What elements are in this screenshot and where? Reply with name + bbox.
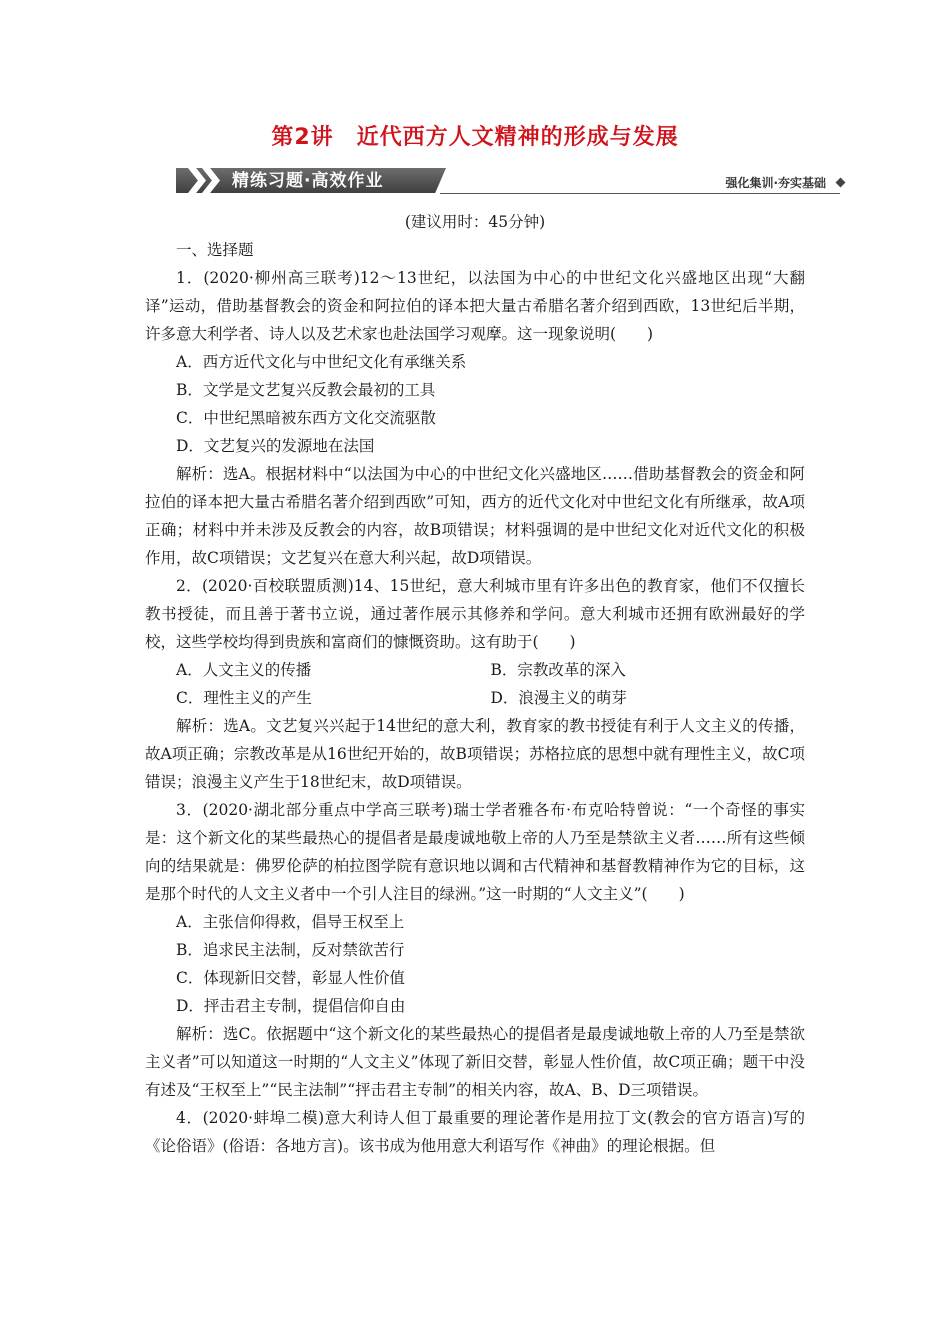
question-3-stem: 3．(2020·湖北部分重点中学高三联考)瑞士学者雅各布·布克哈特曾说：“一个奇怪的事实是：这个新文化的某些最热心的提倡者是最虔诚地敬上帝的人乃至是禁欲主义者……所有这些倾向的结果就是：佛罗伦萨的柏拉图学院有意识地以调和古代精神和基督教精神作为它的目标，这是那个时代的人文主义者中一个引人注目的绿洲。”这一时期的“人文主义”( ) <box>145 801 805 903</box>
question-2-option-c: C．理性主义的产生 <box>176 689 312 707</box>
question-4-stem: 4．(2020·蚌埠二模)意大利诗人但丁最重要的理论著作是用拉丁文(教会的官方语言)写的《论俗语》(俗语：各地方言)。该书成为他用意大利语写作《神曲》的理论根据。但 <box>145 1109 805 1155</box>
question-2-analysis: 解析：选A。文艺复兴兴起于14世纪的意大利，教育家的教书授徒有利于人文主义的传播，故A项正确；宗教改革是从16世纪开始的，故B项错误；苏格拉底的思想中就有理性主义，故C项错误；浪漫主义产生于18世纪末，故D项错误。 <box>145 717 805 791</box>
question-3-option-d: D．抨击君主专制，提倡信仰自由 <box>176 997 406 1015</box>
page-title: 第2讲 近代西方人文精神的形成与发展 <box>271 125 679 150</box>
question-2-option-a: A．人文主义的传播 <box>176 661 312 679</box>
question-1-option-c: C．中世纪黑暗被东西方文化交流驱散 <box>176 409 436 427</box>
question-2-options-row-1 <box>145 656 805 684</box>
question-3-option-a: A．主张信仰得救，倡导王权至上 <box>176 913 405 931</box>
question-1-option-a: A．西方近代文化与中世纪文化有承继关系 <box>176 353 467 371</box>
question-1-analysis: 解析：选A。根据材料中“以法国为中心的中世纪文化兴盛地区……借助基督教会的资金和阿拉伯的译本把大量古希腊名著介绍到西欧”可知，西方的近代文化对中世纪文化有所继承，故A项正确；材料中并未涉及反教会的内容，故B项错误；材料强调的是中世纪文化对近代文化的积极作用，故C项错误；文艺复兴在意大利兴起，故D项错误。 <box>145 465 805 567</box>
time-note: (建议用时：45分钟) <box>404 213 546 231</box>
question-1-option-d: D．文艺复兴的发源地在法国 <box>176 437 375 455</box>
diamond-icon <box>836 178 846 188</box>
document-body <box>145 208 805 1160</box>
question-2-option-d: D．浪漫主义的萌芽 <box>490 689 627 707</box>
question-2-option-b: B．宗教改革的深入 <box>490 661 626 679</box>
question-3-option-b: B．追求民主法制，反对禁欲苦行 <box>176 941 405 959</box>
question-3-option-c: C．体现新旧交替，彰显人性价值 <box>176 969 405 987</box>
question-1-option-b: B．文学是文艺复兴反教会最初的工具 <box>176 381 436 399</box>
banner-right-label: 强化集训·夯实基础 <box>725 176 826 190</box>
banner-left-label: 精练习题·高效作业 <box>232 171 384 191</box>
question-2-options-row-2 <box>145 684 805 712</box>
question-2-stem: 2．(2020·百校联盟质测)14、15世纪，意大利城市里有许多出色的教育家，他们不仅擅长教书授徒，而且善于著书立说，通过著作展示其修养和学问。意大利城市还拥有欧洲最好的学校，这些学校均得到贵族和富商们的慷慨资助。这有助于( ) <box>145 577 805 651</box>
banner-divider <box>440 193 840 194</box>
question-3-analysis: 解析：选C。依据题中“这个新文化的某些最热心的提倡者是最虔诚地敬上帝的人乃至是禁欲主义者”可以知道这一时期的“人文主义”体现了新旧交替，彰显人性价值，故C项正确；题干中没有述及“王权至上”“民主法制”“抨击君主专制”的相关内容，故A、B、D三项错误。 <box>145 1025 805 1099</box>
question-1-stem: 1．(2020·柳州高三联考)12～13世纪，以法国为中心的中世纪文化兴盛地区出现“大翻译”运动，借助基督教会的资金和阿拉伯的译本把大量古希腊名著介绍到西欧，13世纪后半期，许多意大利学者、诗人以及艺术家也赴法国学习观摩。这一现象说明( ) <box>145 269 805 343</box>
section-banner <box>176 166 848 196</box>
section-heading: 一、选择题 <box>176 241 254 259</box>
